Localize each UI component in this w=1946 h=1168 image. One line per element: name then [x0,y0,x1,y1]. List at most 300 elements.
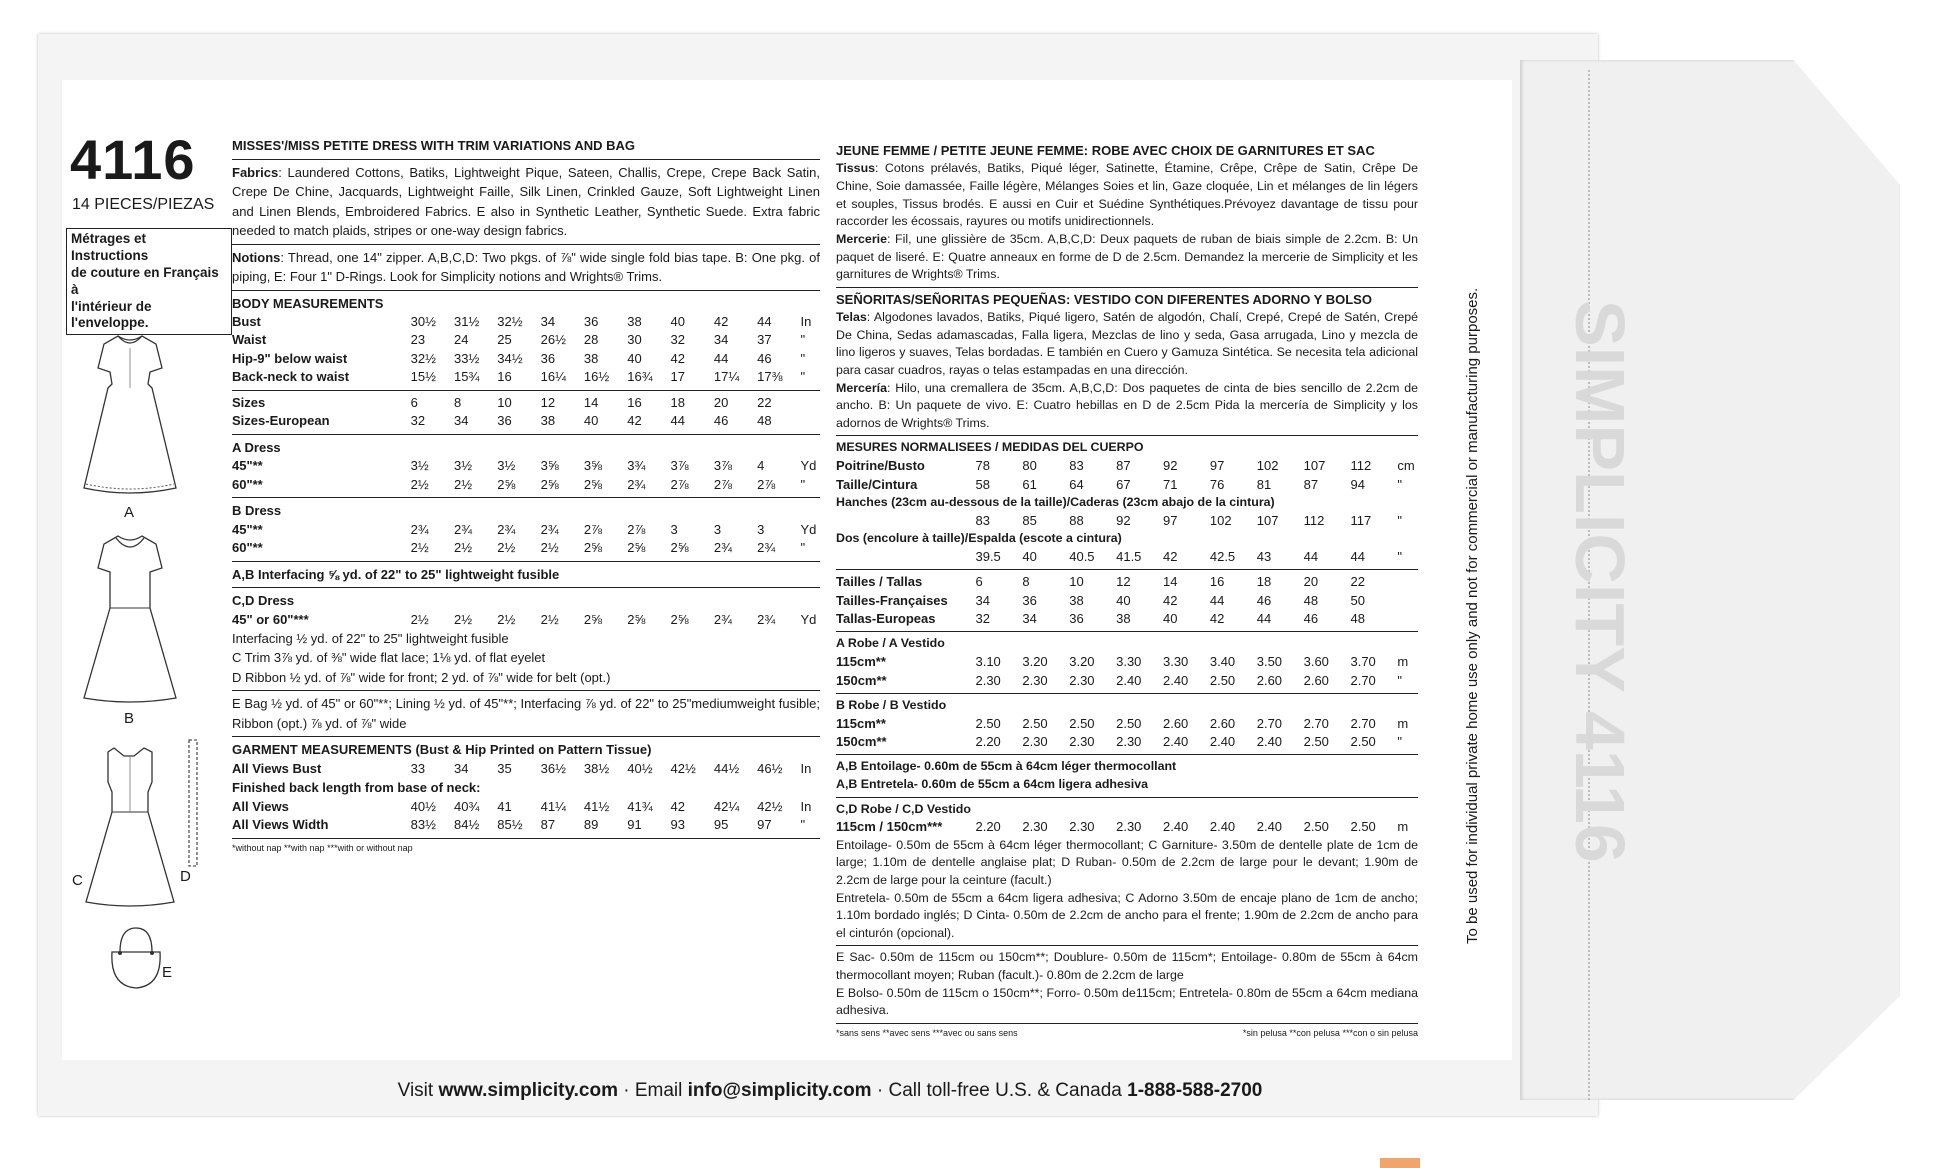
cell-value: 33½ [453,350,480,366]
cell-value: 97 [757,817,772,833]
cell-value: 2¾ [453,521,473,537]
cell-value: 3.40 [1209,654,1236,670]
cell-value: 87 [540,817,556,833]
cell-value: 2⅝ [583,476,602,492]
ab-entretela: A,B Entretela- 0.60m de 55cm a 64cm ligera adhesiva [836,777,1148,792]
body-measurements-heading: BODY MEASUREMENTS [232,295,384,311]
french-spanish-column [836,142,1418,1040]
french-note-line: Métrages et Instructions [71,231,149,263]
phone-number[interactable]: 1-888-588-2700 [1127,1080,1263,1101]
table-row [836,592,1418,610]
divider [836,569,1418,570]
call-label: · Call toll-free U.S. & Canada [871,1080,1128,1101]
cell-unit [1397,573,1418,591]
cell-value: 2.40 [1209,819,1236,835]
divider [836,631,1418,632]
cell-value: 42 [670,798,686,814]
cell-value: 46 [713,413,729,429]
cell-value: 40 [583,413,599,429]
cell-value: 44 [1350,548,1365,564]
mesures-table [836,457,1418,494]
divider [836,693,1418,694]
cell-value: 2½ [497,540,516,556]
row-label: 45" or 60"*** [232,611,309,627]
cd-entoilage: Entoilage- 0.50m de 55cm à 64cm léger thermocollant; C Garniture- 3.50m de dentelle plate de 1cm de large; 1.10m de dentelle anglaise plat; D Ruban- 0.50m de 2.2cm de large pour le devant; 1.90m de 2.2cm de large pour la ceinture (facult.) [836,837,1418,887]
divider [836,797,1418,798]
cell-value: 2.70 [1303,715,1329,731]
cell-value: 16 [1209,574,1225,590]
cell-value: 36 [540,350,556,366]
french-instructions-note [66,228,232,335]
tissus-text: : Cotons prélavés, Batiks, Piqué léger, Satinette, Étamine, Crêpe, Crêpe de Satin, Crêpe De Chine, Soie damassée, Faille légère, Mélanges Soies et lin, Gaze cloquée, Lin et mélanges de lin légers et souples, Tissus brodés. E aussi en Cuir et Suédine Synthétiques.Prévoyez davantage de tissu pour raccorder les écossais, rayures ou motifs unidirectionnels. [836,161,1418,229]
cell-value: 40 [1162,610,1178,626]
cell-value: 2⅞ [627,521,646,537]
cell-value: 3 [757,521,765,537]
english-title: MISSES'/MISS PETITE DRESS WITH TRIM VARIATIONS AND BAG [232,138,635,153]
row-label: Waist [232,332,267,348]
cell-value: 61 [1022,476,1037,492]
cell-value: 2.70 [1350,672,1376,688]
cell-value: 2.40 [1256,819,1283,835]
cell-value: 78 [975,458,990,474]
cell-value: 3½ [453,458,473,474]
cell-value: 22 [1350,574,1365,590]
mercerie-label: Mercerie [836,231,887,246]
table-row [836,476,1418,494]
cell-value: 112 [1303,512,1325,528]
table-row [232,313,820,331]
cell-unit: " [1397,476,1402,492]
row-label: All Views [232,798,289,814]
cell-value: 3¾ [627,458,646,474]
cell-value: 17 [670,369,686,385]
cell-unit: " [800,369,806,385]
cell-value: 30 [627,332,642,348]
cell-value: 16¼ [540,369,566,385]
cell-value: 2.30 [1069,819,1095,835]
row-label: All Views Bust [232,760,322,776]
cell-value: 2.40 [1116,672,1142,688]
cell-unit: Yd [800,611,817,627]
row-label: Taille/Cintura [836,476,918,492]
cell-value: 3.30 [1162,654,1189,670]
mercerie-paragraph [836,231,1418,284]
cell-value: 32 [975,610,990,626]
cell-value: 3.50 [1256,654,1283,670]
cell-value: 8 [453,394,462,410]
cell-value: 46½ [757,760,783,776]
cell-value: 97 [1162,512,1178,528]
cell-value: 89 [583,817,599,833]
cell-value: 2.50 [1209,672,1236,688]
cell-value: 18 [670,394,686,410]
cell-value: 67 [1116,476,1131,492]
notions-paragraph [232,248,820,287]
cell-value: 44 [670,413,686,429]
cell-value: 3⅝ [583,458,602,474]
table-row [836,733,1418,751]
cell-value: 17⅜ [757,369,783,385]
cell-value: 48 [1303,592,1319,608]
cell-value: 44 [1303,548,1319,564]
cell-value: 112 [1350,458,1372,474]
cd-dress-heading: C,D Dress [232,593,295,609]
cell-value: 2⅞ [583,521,602,537]
cell-value: 102 [1209,512,1232,528]
b-robe-table [836,715,1418,752]
cell-value: 2¾ [757,611,776,627]
table-row [232,521,820,539]
notions-text: : Thread, one 14" zipper. A,B,C,D: Two pkgs. of ⅞" wide single fold bias tape. B: One pkg. of piping, E: Four 1" D-Rings. Look for Simplicity notions and Wrights® Trims. [232,249,820,284]
hanches-table [836,512,1418,530]
cell-value: 15¾ [453,369,480,385]
cell-value: 83 [1069,458,1084,474]
cell-value: 2.30 [1022,734,1048,750]
table-row [836,548,1418,566]
cell-unit: Yd [800,458,817,474]
cell-value: 22 [757,394,772,410]
cell-value: 28 [583,332,599,348]
cell-value: 4 [757,458,765,474]
cell-value: 95 [713,817,729,833]
cell-value: 2.40 [1162,672,1189,688]
cell-value: 12 [540,394,556,410]
french-note-line: l'intérieur de [71,298,152,314]
cell-value: 42 [1162,548,1178,564]
table-row [836,715,1418,733]
table-row [232,412,820,430]
cell-unit: cm [1397,458,1415,474]
view-label-a: A [124,504,135,521]
fabrics-label: Fabrics [232,164,279,180]
cell-unit: In [800,760,812,776]
cell-value: 18 [1256,574,1272,590]
cell-value: 2.30 [1022,672,1048,688]
cell-value: 41¾ [627,798,653,814]
cell-value: 34 [713,332,729,348]
cell-value: 31½ [453,314,480,329]
french-title: JEUNE FEMME / PETITE JEUNE FEMME: ROBE AVEC CHOIX DE GARNITURES ET SAC [836,143,1375,158]
table-row [836,610,1418,628]
cell-value: 3⅞ [713,458,732,474]
c-trim: C Trim 3⅞ yd. of ⅜" wide flat lace; 1⅛ yd. of flat eyelet [232,650,546,666]
row-label: Tallas-Europeas [836,610,936,626]
cell-value: 24 [453,332,469,348]
cell-value: 2⅞ [713,476,732,492]
e-bolso: E Bolso- 0.50m de 115cm o 150cm**; Forro- 0.50m de115cm; Entretela- 0.80m de 55cm a 64cm mediana adhesiva. [836,985,1418,1018]
row-label: 115cm** [836,715,886,731]
cell-value: 2.30 [1022,819,1048,835]
view-label-c: C [72,872,83,889]
cell-value: 3 [670,521,678,537]
cell-unit: " [800,332,806,348]
cell-value: 3.60 [1303,654,1329,670]
cell-unit: m [1397,819,1409,835]
cell-value: 64 [1069,476,1084,492]
ab-entoilage: A,B Entoilage- 0.60m de 55cm à 64cm léger thermocollant [836,759,1177,774]
cell-value: 34 [540,314,556,329]
cell-value: 2.20 [975,734,1001,750]
cell-unit: Yd [800,521,817,537]
cell-value: 44½ [713,760,740,776]
table-row [232,476,820,494]
divider [232,690,820,691]
row-label: 150cm** [836,734,887,750]
cell-value: 83 [975,512,990,528]
cell-value: 42.5 [1209,548,1236,564]
cell-value: 36 [583,314,599,329]
english-footnote: *without nap **with nap ***with or without nap [232,842,413,853]
cell-value: 2.70 [1350,715,1376,731]
divider [836,435,1418,436]
cell-value: 2½ [410,611,429,627]
garment-length-table [232,798,820,835]
cell-value: 40 [1022,548,1037,564]
cd-interfacing: Interfacing ½ yd. of 22" to 25" lightweight fusible [232,630,509,646]
b-dress-heading: B Dress [232,503,282,519]
bag-e-icon [106,922,166,992]
cell-value: 83½ [410,817,436,833]
cell-value: 15½ [410,369,436,385]
cell-value: 44 [1256,610,1272,626]
a-dress-heading: A Dress [232,439,281,455]
cell-value: 85 [1022,512,1037,528]
cell-value: 34 [1022,610,1037,626]
cell-value: 2.40 [1256,734,1283,750]
cell-value: 2.60 [1256,672,1283,688]
table-row [232,350,820,368]
pattern-number: 4116 [70,128,196,191]
telas-label: Telas [836,310,867,325]
cell-value: 2.40 [1209,734,1236,750]
cell-value: 3.20 [1022,654,1048,670]
cell-value: 20 [1303,574,1319,590]
cell-value: 87 [1116,458,1131,474]
cell-value: 12 [1116,574,1131,590]
dos-table [836,548,1418,566]
cell-value: 6 [975,574,983,590]
cell-value: 2¾ [410,521,429,537]
cell-value: 16½ [583,369,610,385]
cell-value: 16 [627,394,642,410]
row-label: Poitrine/Busto [836,458,925,474]
cell-value: 48 [1350,610,1365,626]
cell-value: 3.30 [1116,654,1142,670]
row-label: Sizes [232,394,266,410]
cell-value: 87 [1303,476,1319,492]
cell-value: 38 [1116,610,1131,626]
cell-value: 2.50 [1022,715,1048,731]
fabrics-text: : Laundered Cottons, Batiks, Lightweight Pique, Sateen, Challis, Crepe, Crepe Back Satin, Crepe De Chine, Jacquards, Lightweight Faille, Silk Linen, Crinkled Gauze, Soft Lightweight Linen and Linen Blends, Embroidered Fabrics. E also in Synthetic Leather, Synthetic Suede. Extra fabric needed to match plaids, stripes or one-way design fabrics. [232,164,820,238]
b-dress-table [232,521,820,558]
cd-dress-table [232,611,820,629]
cell-value: 8 [1022,574,1030,590]
cell-value: 2.70 [1256,715,1283,731]
dress-c-icon [78,742,182,912]
cell-value: 38½ [583,760,610,776]
cell-value: 42 [670,350,686,366]
cell-value: 3.20 [1069,654,1095,670]
merceria-text: : Hilo, una cremallera de 35cm. A,B,C,D: Dos paquetes de cinta de bies sencillo de 2.2cm de ancho. B: Un paquete de vivo. E: Cuatro hebillas en D de 2.5cm Pida la mercería de Simplicity y los adornos de Wrights® Trims. [836,380,1418,430]
cell-value: 3.10 [975,654,1001,670]
row-label: 115cm / 150cm*** [836,819,943,835]
cell-value: 3.70 [1350,654,1376,670]
cell-value: 2½ [453,476,473,492]
cell-value: 2.50 [1069,715,1095,731]
cell-value: 3½ [497,458,516,474]
divider [232,497,820,498]
finished-back-length: Finished back length from base of neck: [232,780,481,796]
cell-value: 3 [713,521,722,537]
cell-value: 42 [627,413,642,429]
table-row [232,611,820,629]
cell-value: 2⅝ [497,476,516,492]
cell-unit: " [800,540,806,556]
spanish-title: SEÑORITAS/SEÑORITAS PEQUEÑAS: VESTIDO CON DIFERENTES ADORNO Y BOLSO [836,291,1372,307]
row-label: Tailles-Françaises [836,592,948,608]
row-label: All Views Width [232,817,329,833]
cell-value: 16¾ [627,369,653,385]
cell-value: 81 [1256,476,1272,492]
french-footnotes [836,1027,1418,1040]
cell-value: 3⅝ [540,458,559,474]
cell-value: 2¾ [713,611,732,627]
cell-value: 38 [627,314,642,329]
row-label [836,548,975,566]
a-dress-table [232,457,820,494]
cell-value: 41 [497,798,512,814]
french-note-line: de couture en Français à [71,264,219,297]
cell-value: 2.60 [1209,715,1236,731]
cell-value: 44 [757,314,772,329]
merceria-paragraph [836,380,1418,433]
table-row [232,760,820,778]
garment-measurements-heading: GARMENT MEASUREMENTS (Bust & Hip Printed on Pattern Tissue) [232,742,652,758]
table-row [232,368,820,386]
website-link[interactable]: www.simplicity.com [438,1080,618,1101]
cell-value: 3⅞ [670,458,689,474]
telas-paragraph [836,309,1418,379]
ab-interfacing: A,B Interfacing ⅝ yd. of 22" to 25" lightweight fusible [232,566,560,582]
cell-value: 50 [1350,592,1365,608]
cell-unit: " [800,817,806,833]
divider [232,244,820,245]
cell-value: 2.30 [975,672,1001,688]
sizes-table [232,394,820,431]
cell-value: 2¾ [627,476,646,492]
row-label [836,512,975,530]
cell-value: 107 [1256,512,1279,528]
cell-value: 2¾ [540,521,559,537]
cell-value: 34½ [497,350,523,366]
cell-value: 33 [410,760,426,776]
cd-entretela: Entretela- 0.50m de 55cm a 64cm ligera adhesiva; C Adorno 3.50m de encaje plano de 1cm de ancho; 1.10m bordado inglés; D Cinta- 0.50m de 2.2cm de ancho para el frente; 1.90m de 2.2cm de ancho para el cinturón (opcional). [836,890,1418,940]
cell-value: 10 [497,394,512,410]
table-row [232,798,820,816]
table-row [836,512,1418,530]
cell-unit: m [1397,715,1409,731]
cell-value: 2.30 [1069,672,1095,688]
divider [232,434,820,435]
cell-value: 102 [1256,458,1279,474]
cell-value: 2⅝ [627,540,646,556]
row-label: 60"** [232,476,263,492]
divider [836,754,1418,755]
view-label-d: D [180,868,191,885]
cell-value: 14 [583,394,599,410]
cell-value: 32 [410,413,426,429]
cell-value: 41¼ [540,798,566,814]
cell-value: 40¾ [453,798,480,814]
cell-unit: " [1397,548,1402,564]
cell-value: 2.50 [1303,734,1329,750]
d-ribbon: D Ribbon ½ yd. of ⅞" wide for front; 2 yd. of ⅞" wide for belt (opt.) [232,669,611,685]
divider [836,287,1418,288]
cell-value: 6 [410,394,418,410]
cell-value: 2½ [410,476,429,492]
english-column [232,136,820,855]
cell-value: 2⅝ [627,611,646,627]
body-measurements-table [232,313,820,387]
view-b-drawing [80,528,180,708]
table-row [836,457,1418,475]
cell-value: 2.50 [1303,819,1329,835]
cell-value: 2.50 [1350,819,1376,835]
cell-value: 34 [975,592,990,608]
divider [836,945,1418,946]
divider [232,290,820,291]
dress-b-icon [80,528,180,708]
cell-unit: " [800,350,806,366]
row-label: 115cm** [836,654,886,670]
view-e-drawing [106,922,166,992]
cell-value: 48 [757,413,772,429]
row-label: 150cm** [836,672,887,688]
cell-value: 2⅝ [540,476,559,492]
cell-unit: In [800,798,812,814]
cell-unit: In [800,314,812,329]
divider [232,561,820,562]
cd-robe-table [836,818,1418,836]
cell-value: 34 [453,760,469,776]
view-a-drawing [80,328,180,498]
cell-value: 10 [1069,574,1084,590]
table-row [232,539,820,557]
cell-value: 2.40 [1162,819,1189,835]
cell-value: 85½ [497,817,523,833]
cell-value: 92 [1116,512,1131,528]
email-link[interactable]: info@simplicity.com [687,1080,872,1101]
cell-value: 41½ [583,798,610,814]
ribbon-belt-icon [186,738,200,868]
french-note-line: l'enveloppe. [71,315,149,331]
cell-value: 38 [583,350,599,366]
cell-unit [800,394,820,412]
cell-value: 46 [1303,610,1319,626]
row-label: 45"** [232,458,263,474]
cell-value: 32½ [410,350,436,366]
cell-value: 2¾ [713,540,732,556]
cell-value: 80 [1022,458,1037,474]
cell-value: 2.60 [1303,672,1329,688]
cell-value: 3½ [410,458,429,474]
cell-value: 92 [1162,458,1178,474]
row-label: Tailles / Tallas [836,574,923,590]
cell-value: 2⅞ [670,476,689,492]
cell-value: 36½ [540,760,566,776]
cell-value: 2¾ [757,540,776,556]
cell-value: 25 [497,332,512,348]
